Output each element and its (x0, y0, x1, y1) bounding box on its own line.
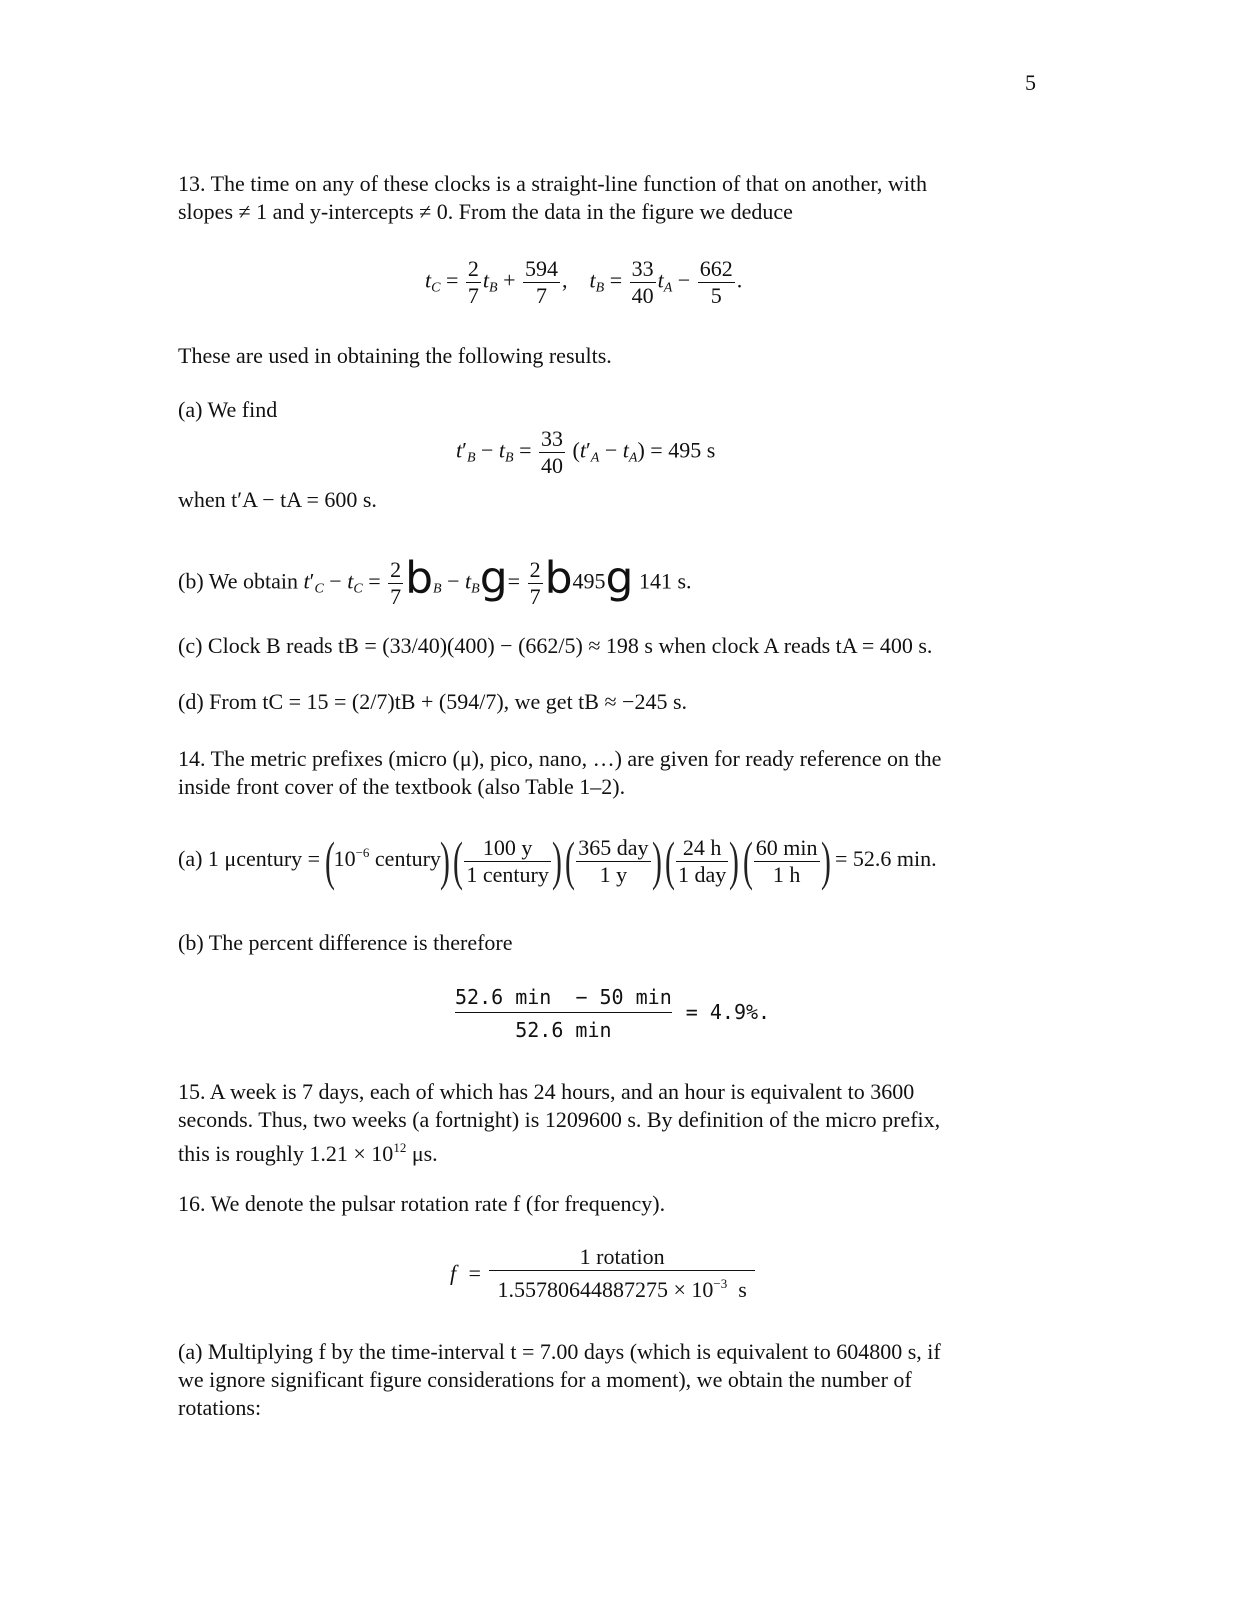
frac-33-40: $\frac{33}{40}$ (631, 256, 654, 308)
p13-b-equation: (b) We obtain $t'_C - t_C$ = $\frac{2}{7}$ $b_B - t_Bg=$ $\frac{2}{7}$ b495g 141 s. (178, 552, 692, 609)
frac-percent: $\frac{52.6 \min - 50 \min}{52.6 \min}$ (455, 985, 672, 1042)
p14-line2: inside front cover of the textbook (also Table 1–2). (178, 774, 626, 799)
p15-line3: this is roughly $1.21 \times 10^{12}$ μs. (178, 1140, 438, 1166)
page-number: 5 (1025, 70, 1036, 95)
frac-60min: $\frac{60 \min}{1 h}$ (755, 834, 818, 887)
p13-a-equation: $t'_B - t_B$ = $\frac{33}{40}$ $(t'_A - t_A) = 495$ s (456, 426, 716, 478)
p16-line1: 16. We denote the pulsar rotation rate f (for frequency). (178, 1191, 666, 1216)
p15-line2: seconds. Thus, two weeks (a fortnight) is 1209600 s. By definition of the micro prefix, (178, 1107, 941, 1132)
p13-c-text: (c) Clock B reads tB = (33/40)(400) − (662/5) ≈ 198 s when clock A reads tA = 400 s. (178, 633, 933, 658)
p13-d-text: (d) From tC = 15 = (2/7)tB + (594/7), we get tB ≈ −245 s. (178, 689, 688, 714)
p13-a-when: when t′A − tA = 600 s. (178, 487, 377, 512)
p16-a-line3: rotations: (178, 1395, 262, 1420)
frac-2-7-c: $\frac{2}{7}$ (529, 557, 541, 609)
frac-2-7-b: $\frac{2}{7}$ (390, 557, 402, 609)
frac-24h: $\frac{24 h}{\text{1 day}}$ (678, 834, 727, 887)
p14-a-equation: (a) 1 μcentury = ($10^{-6}$ century) ( $\frac{100 y}{\text{1 century}}$ ) ( $\frac{\text{365 day}}{1 y}$ ) ( $\frac{24 h}{\text{1 day}}$ ) ( $\frac{60 \min}{1 h}$ ) = 52.6 min. (178, 831, 937, 891)
p15-text (178, 1078, 1033, 1168)
p13-equation: $t_C$ = $\frac{2}{7}$ $t_B$ + $\frac{594}{7}$ , $t_B$ = $\frac{33}{40}$ $t_A$ − $\frac{662}{5}$ . (425, 256, 743, 308)
p13-line2: slopes ≠ 1 and y-intercepts ≠ 0. From the data in the figure we deduce (178, 199, 793, 224)
p16-a-line2: we ignore significant figure considerations for a moment), we obtain the number of (178, 1367, 912, 1392)
p16-a-text (178, 1338, 1033, 1422)
p13-line1: 13. The time on any of these clocks is a straight-line function of that on another, with (178, 171, 927, 196)
p15-line1: 15. A week is 7 days, each of which has 24 hours, and an hour is equivalent to 3600 (178, 1079, 915, 1104)
p14-intro (178, 745, 1033, 801)
frac-100y: $\frac{100 y}{\text{1 century}}$ (466, 834, 549, 887)
frac-662-5: $\frac{662}{5}$ (699, 256, 733, 308)
p14-line1: 14. The metric prefixes (micro (μ), pico, nano, …) are given for ready reference on the (178, 746, 942, 771)
p16-equation: f = $\frac{\text{1 rotation}}{1.55780644887275 \times 10^{-3} s}$ (450, 1244, 757, 1303)
frac-rotation: $\frac{\text{1 rotation}}{1.55780644887275 \times 10^{-3} s}$ (489, 1244, 754, 1303)
p13-used-text: These are used in obtaining the following results. (178, 343, 612, 368)
p16-a-line1: (a) Multiplying f by the time-interval t = 7.00 days (which is equivalent to 604800 s, if (178, 1339, 941, 1364)
p13-a-label: (a) We find (178, 397, 278, 422)
frac-365day: $\frac{\text{365 day}}{1 y}$ (578, 834, 649, 887)
frac-594-7: $\frac{594}{7}$ (525, 256, 558, 308)
p13-intro (178, 170, 1033, 226)
frac-2-7: $\frac{2}{7}$ (467, 256, 479, 308)
frac-33-40-a: $\frac{33}{40}$ (541, 426, 564, 478)
p14-b-label: (b) The percent difference is therefore (178, 930, 513, 955)
p14-pct-equation: $\frac{52.6 \min - 50 \min}{52.6 \min}$ = 4.9%. (455, 985, 771, 1042)
